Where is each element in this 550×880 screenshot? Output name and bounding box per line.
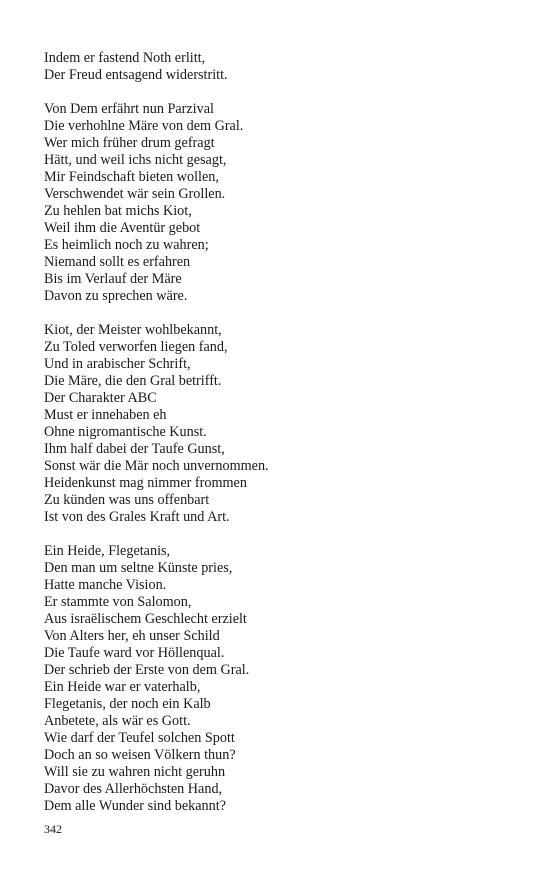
verse-line: Davor des Allerhöchsten Hand, — [44, 781, 223, 797]
verse-line: Er stammte von Salomon, — [44, 594, 192, 610]
verse-line: Bis im Verlauf der Märe — [44, 271, 182, 287]
verse-line: Kiot, der Meister wohlbekannt, — [44, 322, 222, 338]
verse-line: Von Dem erfährt nun Parzival — [44, 101, 214, 117]
stanza — [44, 322, 524, 526]
stanza — [44, 50, 524, 84]
verse-line: Davon zu sprechen wäre. — [44, 288, 188, 304]
verse-line: Heidenkunst mag nimmer frommen — [44, 475, 247, 491]
verse-line: Hatte manche Vision. — [44, 577, 167, 593]
verse-line: Dem alle Wunder sind bekannt? — [44, 798, 226, 814]
verse-line: Zu künden was uns offenbart — [44, 492, 210, 508]
verse-line: Weil ihm die Aventür gebot — [44, 220, 201, 236]
verse-line: Der schrieb der Erste von dem Gral. — [44, 662, 250, 678]
page-number: 342 — [44, 822, 62, 836]
verse-line: Will sie zu wahren nicht geruhn — [44, 764, 226, 780]
verse-line: Wer mich früher drum gefragt — [44, 135, 215, 151]
verse-line: Sonst wär die Mär noch unvernommen. — [44, 458, 269, 474]
verse-line: Die Taufe ward vor Höllenqual. — [44, 645, 225, 661]
verse-line: Der Charakter ABC — [44, 390, 157, 406]
verse-line: Der Freud entsagend widerstritt. — [44, 67, 228, 83]
verse-line: Indem er fastend Noth erlitt, — [44, 50, 206, 66]
verse-line: Die verhohlne Märe von dem Gral. — [44, 118, 244, 134]
verse-line: Ein Heide, Flegetanis, — [44, 543, 171, 559]
verse-line: Mir Feindschaft bieten wollen, — [44, 169, 219, 185]
verse-line: Wie darf der Teufel solchen Spott — [44, 730, 235, 746]
stanza — [44, 543, 524, 815]
poem-body — [44, 50, 524, 832]
verse-line: Es heimlich noch zu wahren; — [44, 237, 209, 253]
verse-line: Hätt, und weil ichs nicht gesagt, — [44, 152, 227, 168]
verse-line: Die Märe, die den Gral betrifft. — [44, 373, 222, 389]
verse-line: Den man um seltne Künste pries, — [44, 560, 233, 576]
verse-line: Von Alters her, eh unser Schild — [44, 628, 220, 644]
verse-line: Anbetete, als wär es Gott. — [44, 713, 191, 729]
verse-line: Ein Heide war er vaterhalb, — [44, 679, 201, 695]
verse-line: Ihm half dabei der Taufe Gunst, — [44, 441, 225, 457]
verse-line: Niemand sollt es erfahren — [44, 254, 191, 270]
verse-line: Und in arabischer Schrift, — [44, 356, 191, 372]
verse-line: Flegetanis, der noch ein Kalb — [44, 696, 211, 712]
verse-line: Must er innehaben eh — [44, 407, 167, 423]
verse-line: Aus israëlischem Geschlecht erzielt — [44, 611, 247, 627]
verse-line: Verschwendet wär sein Grollen. — [44, 186, 226, 202]
verse-line: Zu hehlen bat michs Kiot, — [44, 203, 192, 219]
verse-line: Zu Toled verworfen liegen fand, — [44, 339, 228, 355]
verse-line: Doch an so weisen Völkern thun? — [44, 747, 236, 763]
verse-line: Ohne nigromantische Kunst. — [44, 424, 207, 440]
stanza — [44, 101, 524, 305]
verse-line: Ist von des Grales Kraft und Art. — [44, 509, 230, 525]
